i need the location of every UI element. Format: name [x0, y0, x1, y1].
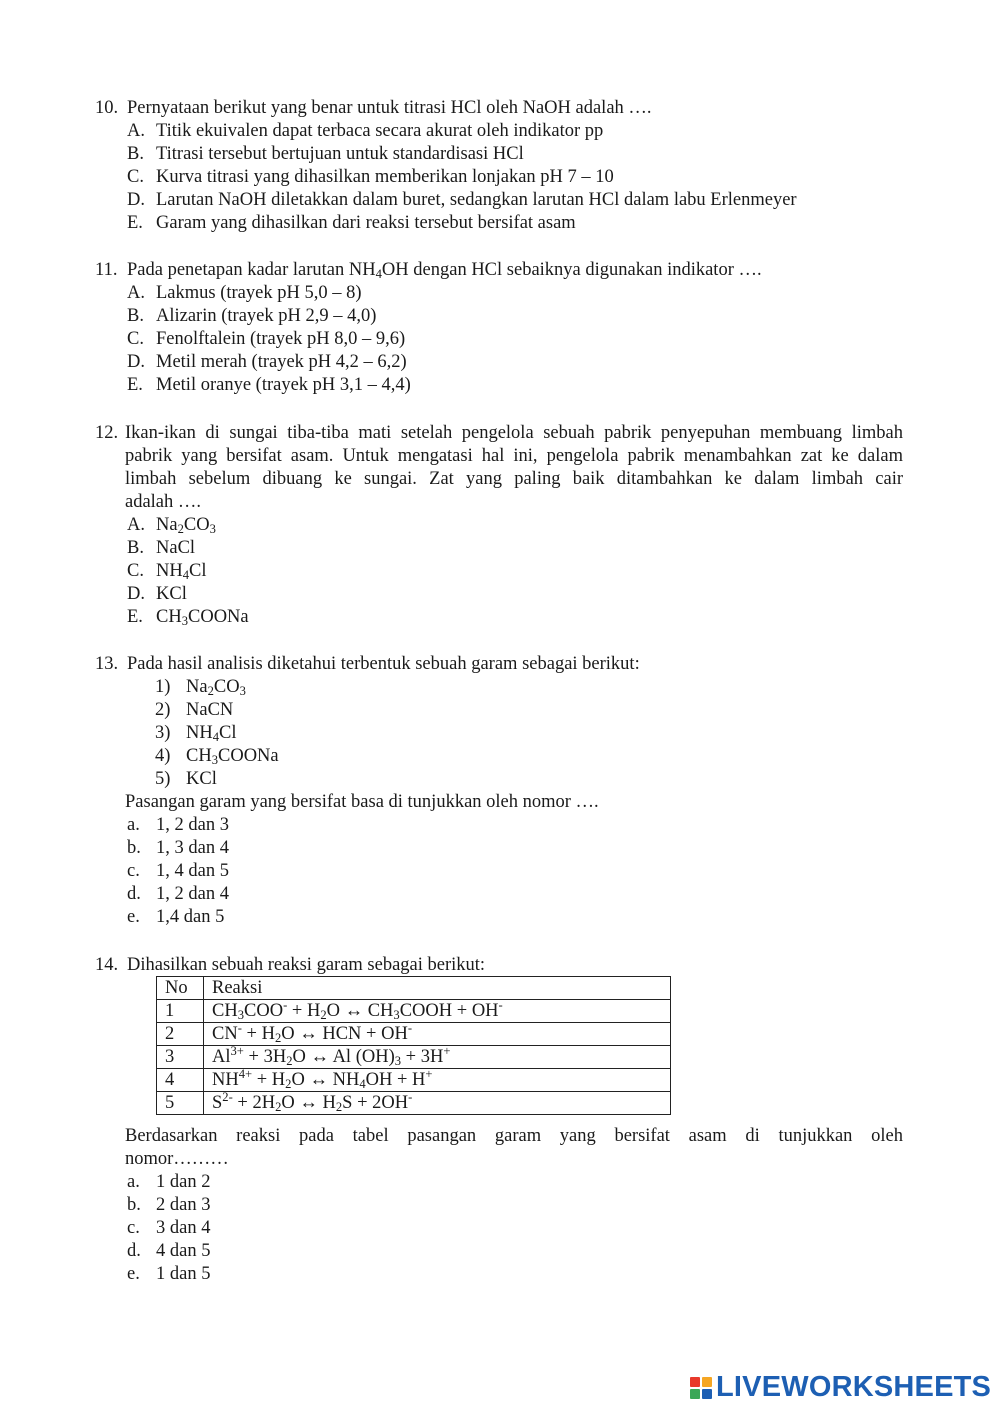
list-item: NaCN [186, 700, 234, 720]
question-number: 14. [95, 955, 119, 975]
option-text: 1 dan 2 [156, 1172, 211, 1192]
liveworksheets-logo [690, 1373, 991, 1402]
option-letter: d. [127, 1241, 141, 1261]
option-letter: A. [127, 515, 145, 535]
option-letter: D. [127, 190, 145, 210]
option-letter: C. [127, 561, 144, 581]
option-letter: C. [127, 167, 144, 187]
logo-square [690, 1389, 700, 1399]
question-prompt-line: Berdasarkan reaksi pada tabel pasangan garam yang bersifat asam di tunjukkan oleh [125, 1126, 903, 1146]
reaction-table [156, 976, 671, 1115]
table-cell-reaction: $CH_3COO^- + H_2O$ ↔ $CH_3COOH + OH^-$ [204, 1000, 671, 1023]
table-cell-no: 1 [157, 1000, 204, 1023]
logo-square [702, 1389, 712, 1399]
option-letter: c. [127, 1218, 140, 1238]
list-number: 3) [155, 723, 171, 743]
list-number: 4) [155, 746, 171, 766]
option-text: Alizarin (trayek pH 2,9 – 4,0) [156, 306, 377, 326]
option-letter: e. [127, 1264, 140, 1284]
option-letter: a. [127, 815, 140, 835]
table-row [157, 1023, 671, 1046]
option-text: 1, 2 dan 3 [156, 815, 229, 835]
logo-text: LIVEWORKSHEETS [716, 1371, 992, 1403]
option-text: Titrasi tersebut bertujuan untuk standardisasi HCl [156, 144, 524, 164]
option-text: $Na_2CO_3$ [156, 515, 216, 536]
table-cell-no: 4 [157, 1069, 204, 1092]
table-row [157, 1046, 671, 1069]
question-prompt-line: nomor……… [125, 1149, 229, 1169]
option-letter: D. [127, 584, 145, 604]
list-number: 2) [155, 700, 171, 720]
table-row [157, 1092, 671, 1115]
list-item: $NH_4Cl$ [186, 723, 237, 744]
option-text: Garam yang dihasilkan dari reaksi tersebut bersifat asam [156, 213, 576, 233]
option-letter: e. [127, 907, 140, 927]
table-cell-reaction: $NH^{4+} + H_2O$ ↔ $NH_4OH + H^+$ [204, 1069, 671, 1092]
table-cell-no: 2 [157, 1023, 204, 1046]
option-letter: E. [127, 375, 143, 395]
table-row [157, 1000, 671, 1023]
logo-mark-icon [690, 1377, 712, 1399]
option-letter: b. [127, 1195, 141, 1215]
option-text: 1, 2 dan 4 [156, 884, 229, 904]
table-header-reaction: Reaksi [204, 977, 671, 1000]
option-letter: b. [127, 838, 141, 858]
option-text: Kurva titrasi yang dihasilkan memberikan lonjakan pH 7 – 10 [156, 167, 614, 187]
list-number: 1) [155, 677, 171, 697]
table-header-row [157, 977, 671, 1000]
option-letter: B. [127, 306, 144, 326]
option-text: Titik ekuivalen dapat terbaca secara akurat oleh indikator pp [156, 121, 604, 141]
question-stem: Pada penetapan kadar larutan $NH_4OH$ dengan HCl sebaiknya digunakan indikator …. [127, 260, 762, 281]
question-stem: Pada hasil analisis diketahui terbentuk sebuah garam sebagai berikut: [127, 654, 640, 674]
option-text: Larutan NaOH diletakkan dalam buret, sedangkan larutan HCl dalam labu Erlenmeyer [156, 190, 797, 210]
logo-square [702, 1377, 712, 1387]
option-text: Lakmus (trayek pH 5,0 – 8) [156, 283, 362, 303]
list-item: $Na_2CO_3$ [186, 677, 246, 698]
question-stem-line: limbah sebelum dibuang ke sungai. Zat yang paling baik ditambahkan ke dalam limbah cair [125, 469, 903, 489]
option-text: 1, 4 dan 5 [156, 861, 229, 881]
table-cell-no: 3 [157, 1046, 204, 1069]
option-text: 1 dan 5 [156, 1264, 211, 1284]
question-stem: Dihasilkan sebuah reaksi garam sebagai berikut: [127, 955, 486, 975]
option-text: NaCl [156, 538, 196, 558]
option-text: $CH_3COONa$ [156, 607, 249, 628]
option-letter: B. [127, 538, 144, 558]
option-text: Metil merah (trayek pH 4,2 – 6,2) [156, 352, 407, 372]
option-letter: A. [127, 121, 145, 141]
option-letter: D. [127, 352, 145, 372]
option-text: 4 dan 5 [156, 1241, 211, 1261]
question-stem-line: adalah …. [125, 492, 202, 512]
option-letter: c. [127, 861, 140, 881]
option-letter: E. [127, 607, 143, 627]
list-item: $CH_3COONa$ [186, 746, 279, 767]
option-letter: B. [127, 144, 144, 164]
option-text: Metil oranye (trayek pH 3,1 – 4,4) [156, 375, 411, 395]
option-letter: E. [127, 213, 143, 233]
option-letter: d. [127, 884, 141, 904]
option-text: 3 dan 4 [156, 1218, 211, 1238]
list-item: KCl [186, 769, 217, 789]
question-number: 10. [95, 98, 119, 118]
table-row [157, 1069, 671, 1092]
option-text: 1,4 dan 5 [156, 907, 225, 927]
table-cell-reaction: $S^{2-} + 2H_2O$ ↔ $H_2S + 2OH^-$ [204, 1092, 671, 1115]
option-letter: A. [127, 283, 145, 303]
question-stem-line: pabrik yang bersifat asam. Untuk mengatasi hal ini, pengelola pabrik menambahkan zat ke dalam [125, 446, 903, 466]
list-number: 5) [155, 769, 171, 789]
table-header-no: No [157, 977, 204, 1000]
option-text: KCl [156, 584, 187, 604]
option-letter: C. [127, 329, 144, 349]
option-text: 1, 3 dan 4 [156, 838, 229, 858]
option-text: $NH_4Cl$ [156, 561, 207, 582]
question-number: 11. [95, 260, 118, 280]
option-text: 2 dan 3 [156, 1195, 211, 1215]
question-stem-line: Ikan-ikan di sungai tiba-tiba mati setelah pengelola sebuah pabrik penyepuhan membuang limbah [125, 423, 903, 443]
logo-square [690, 1377, 700, 1387]
option-letter: a. [127, 1172, 140, 1192]
table-cell-no: 5 [157, 1092, 204, 1115]
question-number: 12. [95, 423, 119, 443]
question-prompt: Pasangan garam yang bersifat basa di tunjukkan oleh nomor …. [125, 792, 599, 812]
table-cell-reaction: $CN^- + H_2O$ ↔ HCN + OH- [204, 1023, 671, 1046]
question-stem: Pernyataan berikut yang benar untuk titrasi HCl oleh NaOH adalah …. [127, 98, 652, 118]
option-text: Fenolftalein (trayek pH 8,0 – 9,6) [156, 329, 406, 349]
table-cell-reaction: $Al^{3+} + 3H_2O$ ↔ Al $(OH)_3 + 3H^+$ [204, 1046, 671, 1069]
question-number: 13. [95, 654, 119, 674]
